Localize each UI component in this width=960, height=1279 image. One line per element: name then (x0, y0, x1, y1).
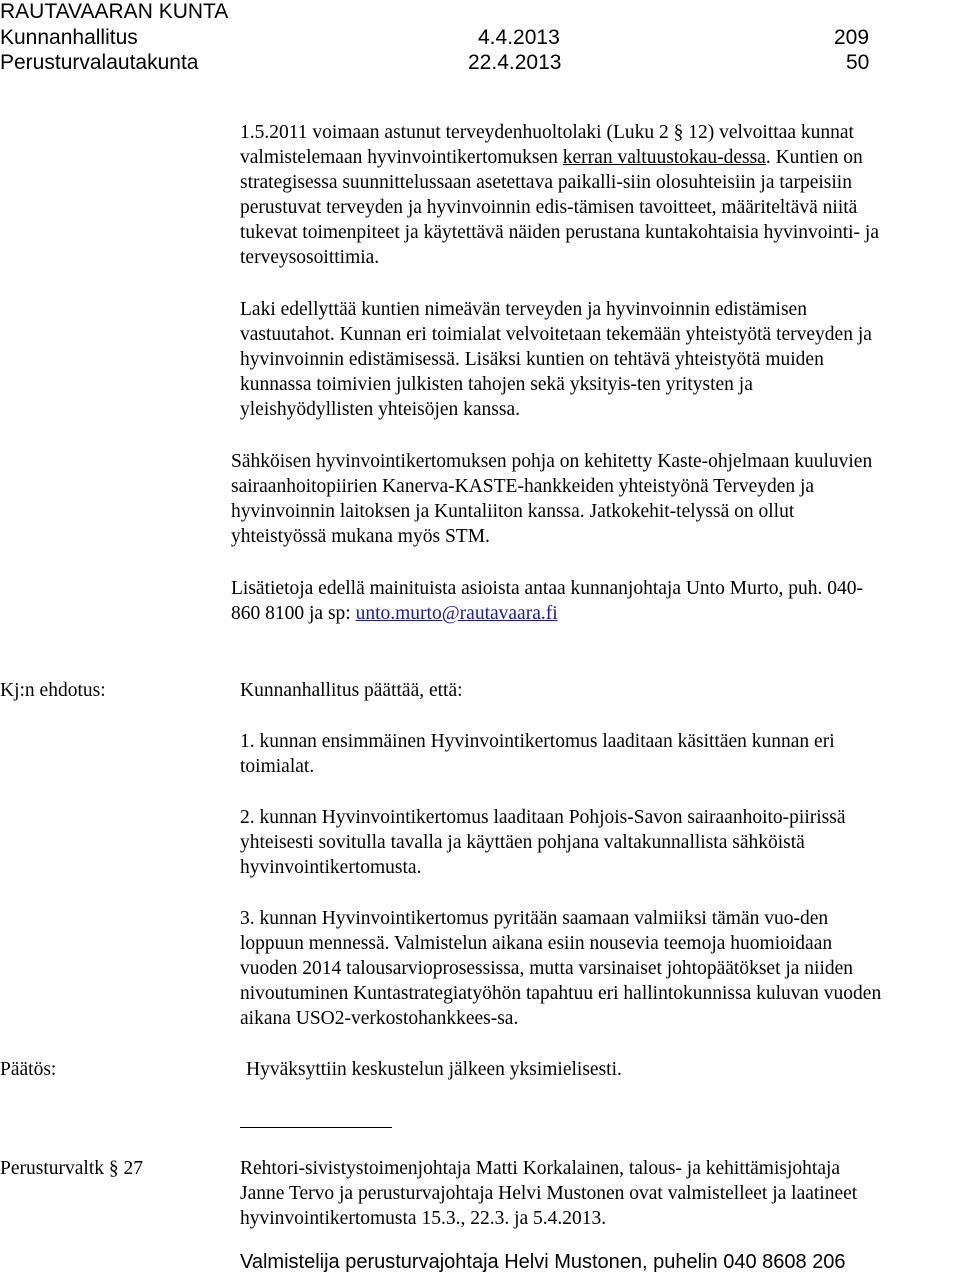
list-item: 1. kunnan ensimmäinen Hyvinvointikertomus laaditaan käsittäen kunnan eri (240, 731, 835, 752)
text-line: 1.5.2011 voimaan astunut terveydenhuoltolaki (Luku 2 § 12) velvoittaa kunnat (240, 122, 854, 143)
email-link[interactable]: unto.murto@rautavaara.fi (355, 603, 558, 624)
footer-preparer: Valmistelija perusturvajohtaja Helvi Mustonen, puhelin 040 8608 206 (240, 1251, 846, 1273)
list-item: 3. kunnan Hyvinvointikertomus pyritään saamaan valmiiksi tämän vuo-den (240, 908, 829, 929)
divider-line (240, 1127, 392, 1128)
text-line (240, 146, 863, 170)
text-line: Kunnanhallitus päättää, että: (240, 680, 463, 701)
text-line: Sähköisen hyvinvointikertomuksen pohja on kehitetty Kaste-ohjelmaan kuuluvien (231, 451, 873, 472)
text-line (231, 602, 558, 626)
text-line: strategisessa suunnittelussaan asetettava paikalli-siin olosuhteisiin ja tarpeisiin (240, 172, 852, 193)
underlined-text: kerran valtuustokau-dessa (562, 147, 766, 168)
text-line: Rehtori-sivistystoimenjohtaja Matti Korkalainen, talous- ja kehittämisjohtaja (240, 1158, 841, 1179)
text-line: kunnassa toimivien julkisten tahojen sekä yksityis-ten yritysten ja (240, 374, 753, 395)
text-fragment: 860 8100 ja sp: (231, 603, 356, 624)
header-body-kunnanhallitus: Kunnanhallitus (0, 26, 138, 49)
text-line: yhteistyössä mukana myös STM. (231, 526, 490, 547)
text-line: toimialat. (240, 756, 315, 777)
header-date-1: 4.4.2013 (478, 26, 560, 49)
header-page-2: 50 (846, 51, 870, 74)
list-item: 2. kunnan Hyvinvointikertomus laaditaan Pohjois-Savon sairaanhoito-piirissä (240, 807, 846, 828)
text-line: Laki edellyttää kuntien nimeävän terveyden ja hyvinvoinnin edistämisen (240, 299, 807, 320)
text-line: nivoutuminen Kuntastrategiatyöhön tapahtuu eri hallintokunnissa kuluvan vuoden (240, 983, 882, 1004)
text-line: hyvinvointikertomusta. (240, 857, 422, 878)
text-line: loppuun mennessä. Valmistelun aikana esiin nousevia teemoja huomioidaan (240, 933, 833, 954)
text-line: aikana USO2-verkostohankkees-sa. (240, 1008, 519, 1029)
header-date-2: 22.4.2013 (468, 51, 562, 74)
header-body-perusturvalautakunta: Perusturvalautakunta (0, 51, 199, 74)
text-line: sairaanhoitopiirien Kanerva-KASTE-hankkeiden yhteistyönä Terveyden ja (231, 476, 815, 497)
text-line: yhteisesti sovitulla tavalla ja käyttäen pohjana valtakunnallista sähköistä (240, 832, 805, 853)
text-line: Lisätietoja edellä mainituista asioista antaa kunnanjohtaja Unto Murto, puh. 040- (231, 578, 863, 599)
header-page-1: 209 (834, 26, 870, 49)
text-line: hyvinvoinnin laitoksen ja Kuntaliiton kanssa. Jatkokehit-telyssä on ollut (231, 501, 795, 522)
text-line: vuoden 2014 talousarvioprosessissa, mutta varsinaiset johtopäätökset ja niiden (240, 958, 854, 979)
text-line: tukevat toimenpiteet ja käytettävä näiden perustana kuntakohtaisia hyvinvointi- ja (240, 222, 879, 243)
text-line: yleishyödyllisten yhteisöjen kanssa. (240, 399, 521, 420)
text-line: hyvinvointikertomusta 15.3., 22.3. ja 5.4.2013. (240, 1208, 607, 1229)
text-line: perustuvat terveyden ja hyvinvoinnin edis-tämisen tavoitteet, määriteltävä niitä (240, 197, 858, 218)
proposal-label: Kj:n ehdotus: (0, 680, 106, 701)
decision-label: Päätös: (0, 1059, 57, 1080)
text-line: vastuutahot. Kunnan eri toimialat velvoitetaan tekemään yhteistyötä terveyden ja (240, 324, 872, 345)
text-fragment: valmistelemaan hyvinvointikertomuksen (240, 147, 563, 168)
section-label: Perusturvaltk § 27 (0, 1158, 143, 1179)
text-line: hyvinvoinnin edistämisessä. Lisäksi kuntien on tehtävä yhteistyötä muiden (240, 349, 824, 370)
text-line: terveysosoittimia. (240, 247, 380, 268)
org-name: RAUTAVAARAN KUNTA (0, 0, 229, 23)
text-line: Janne Tervo ja perusturvajohtaja Helvi Mustonen ovat valmistelleet ja laatineet (240, 1183, 858, 1204)
text-fragment: . Kuntien on (765, 147, 863, 168)
decision-text: Hyväksyttiin keskustelun jälkeen yksimielisesti. (246, 1059, 622, 1080)
